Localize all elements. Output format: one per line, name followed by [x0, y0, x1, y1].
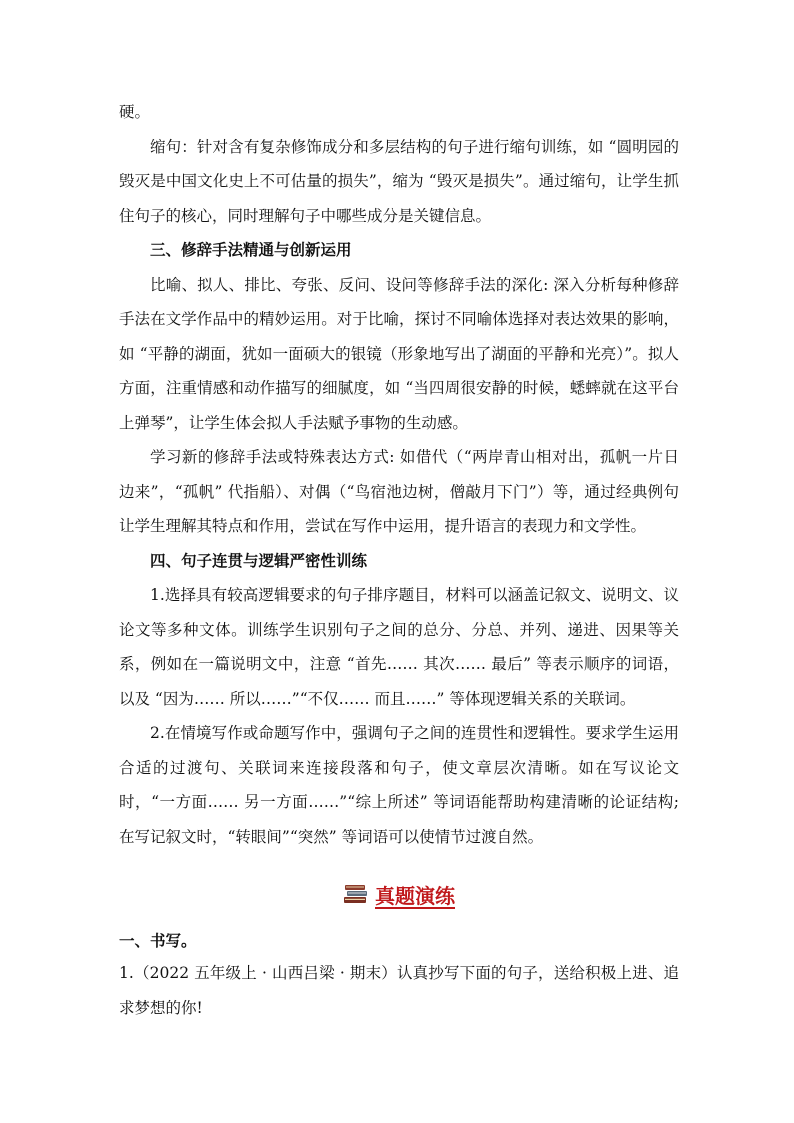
practice-banner	[119, 874, 679, 914]
paragraph-rhetoric-deepening: 比喻、拟人、排比、夸张、反问、设问等修辞手法的深化: 深入分析每种修辞手法在文学作品中的精妙运用。对于比喻，探讨不同喻体选择对表达效果的影响，如 “平静的湖面，犹如一面硕大的银镜（形象地写出了湖面的平静和光亮）”。拟人方面，注重情感和动作描写的细腻度，如 “当四周很安静的时候，蟋蟀就在这平台上弹琴”，让学生体会拟人手法赋予事物的生动感。	[119, 275, 679, 432]
paragraph-rhetoric-new: 学习新的修辞手法或特殊表达方式: 如借代（“两岸青山相对出，孤帆一片日边来”，“孤帆” 代指船）、对偶（“鸟宿池边树，僧敲月下门”）等，通过经典例句让学生理解其特点和作用，尝试在写作中运用，提升语言的表现力和文学性。	[119, 448, 679, 535]
exercise-heading: 一、书写。	[119, 932, 197, 950]
section-heading-rhetoric: 三、修辞手法精通与创新运用	[150, 241, 352, 259]
paragraph-coherence-1: 1.选择具有较高逻辑要求的句子排序题目，材料可以涵盖记叙文、说明文、议论文等多种文体。训练学生识别句子之间的总分、分总、并列、递进、因果等关系，例如在一篇说明文中，注意 “首先…… 其次…… 最后” 等表示顺序的词语，以及 “因为…… 所以……”“不仅…… 而且……” 等体现逻辑关系的关联词。	[119, 586, 679, 708]
practice-banner-title: 真题演练	[375, 883, 455, 908]
paragraph-sentence-shortening: 缩句：针对含有复杂修饰成分和多层结构的句子进行缩句训练，如 “圆明园的毁灭是中国文化史上不可估量的损失”，缩为 “毁灭是损失”。通过缩句，让学生抓住句子的核心，同时理解句子中哪些成分是关键信息。	[119, 137, 679, 225]
exercise-question-1: 1.（2022 五年级上 · 山西吕梁 · 期末）认真抄写下面的句子，送给积极上进、追求梦想的你!	[119, 964, 679, 1017]
section-heading-coherence: 四、句子连贯与逻辑严密性训练	[150, 551, 368, 570]
paragraph-continuation: 硬。	[119, 103, 151, 121]
paragraph-coherence-2: 2.在情境写作或命题写作中，强调句子之间的连贯性和逻辑性。要求学生运用合适的过渡句、关联词来连接段落和句子，使文章层次清晰。如在写议论文时，“一方面…… 另一方面……”“综上所述” 等词语能帮助构建清晰的论证结构; 在写记叙文时，“转眼间”“突然” 等词语可以使情节过渡自然。	[119, 724, 679, 846]
books-icon	[343, 882, 369, 906]
document-page	[119, 95, 679, 1025]
